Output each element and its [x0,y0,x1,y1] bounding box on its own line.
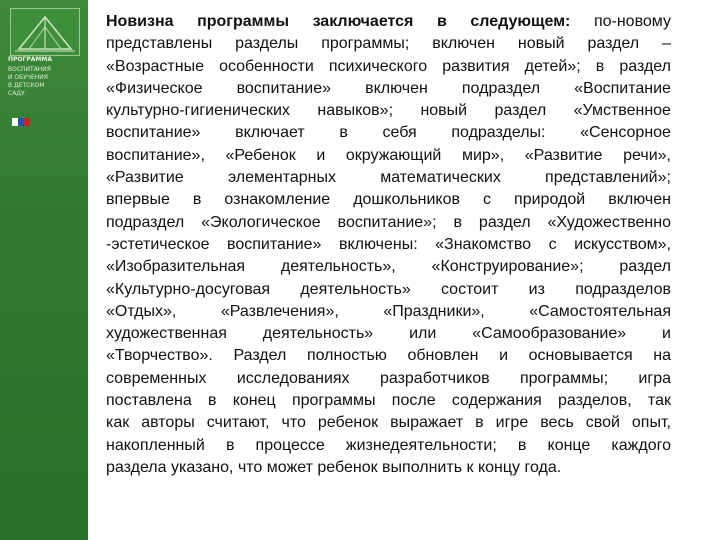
cover-caption-line: И ОБУЧЕНИЯ [8,74,48,81]
cover-caption [8,56,82,98]
word: включен [608,191,671,209]
word: года. [524,458,562,476]
word: разделов, [558,392,632,410]
word: новый [420,102,468,120]
word: представлений»; [545,169,671,187]
text-line [106,11,671,33]
text-line [106,256,671,278]
word: программы [197,13,289,30]
word: как [106,414,130,432]
text-line [106,122,671,144]
text-line [106,435,671,457]
word: что [281,414,306,432]
word: свой [585,414,620,432]
text-line [106,167,671,189]
text-line [106,234,671,256]
word: себя [382,124,417,142]
word: «Изобразительная [106,258,246,276]
cover-caption-line: САДУ [8,90,25,97]
word: считают, [206,414,270,432]
word: включен [432,35,495,53]
text-line [106,212,671,234]
word: в [207,392,217,410]
word: в [517,436,527,454]
word: жизнедеятельности; [345,436,497,454]
word: развития [442,57,510,75]
text-line [106,301,671,323]
word: дошкольников [353,191,461,209]
word: и [316,146,326,164]
word: раздел [619,57,671,75]
word: воспитание» [227,235,322,253]
word: подраздел [461,79,541,97]
word: с [483,191,492,209]
word: математических [380,169,501,187]
word: Новизна [106,13,174,30]
word: заключается [312,13,414,30]
word: может [266,458,313,476]
word: «Отдых», [106,302,177,320]
word: концу [477,458,521,476]
word: окружающий [345,146,442,164]
word: «Воспитание [574,79,671,97]
word: так [647,392,671,410]
word: раздел [587,35,640,53]
word: и [662,325,671,343]
word: деятельность» [262,325,374,343]
word: элементарных [227,169,336,187]
word: в [436,13,447,30]
word: что [237,458,263,476]
word: в [595,57,605,75]
word: к [466,458,474,476]
word: «Развитие [106,169,184,187]
word: на [653,347,671,365]
word: «Конструирование»; [431,258,584,276]
word: «Развлечения», [220,302,339,320]
word: исследованиях [236,369,350,387]
word: природой [514,191,586,209]
word: в [475,414,484,432]
word: художественная [106,325,227,343]
text-line [106,145,671,167]
word: подразделы: [451,124,546,142]
text-line [106,368,671,390]
program-novelty-text [106,11,671,479]
word: разработчиков [379,369,490,387]
cover-caption-line: В ДЕТСКОМ [8,82,45,89]
word: процессе [255,436,325,454]
word: конец [232,392,276,410]
word: мир», [461,146,505,164]
word: «Самостоятельная [529,302,671,320]
text-line [106,56,671,78]
word: впервые [106,191,170,209]
word: игра [638,369,671,387]
text-line [106,345,671,367]
word: раздел [494,102,547,120]
word: поставлена [106,392,192,410]
word: «Ребенок [225,146,296,164]
word: содержания [451,392,542,410]
word: после [391,392,436,410]
word: в [339,124,348,142]
word: выполнить [382,458,463,476]
word: новый [517,35,565,53]
word: следующем: [470,13,571,30]
text-line [106,323,671,345]
word: с [548,235,557,253]
text-line [106,189,671,211]
word: разделы [235,35,299,53]
text-line [106,390,671,412]
word: речи», [623,146,671,164]
word: воспитание», [106,146,205,164]
word: детей»; [524,57,581,75]
text-line [106,412,671,434]
word: включает [235,124,305,142]
word: конце [547,436,591,454]
word: накопленный [106,436,205,454]
word: подраздел [106,213,185,231]
text-line [106,33,671,55]
word: обновлен [407,347,479,365]
word: «Праздники», [383,302,485,320]
word: авторы [141,414,195,432]
cover-caption-line: ПРОГРАММА [8,56,52,63]
word: ребенок [317,458,378,476]
word: выражает [390,414,464,432]
word: весь [540,414,574,432]
text-line [106,457,671,479]
word: из [528,280,545,298]
word: воспитание»; [337,213,437,231]
word: – [662,35,671,53]
word: включены: [338,235,418,253]
word: «Культурно-досуговая [106,280,271,298]
word: «Сенсорное [580,124,671,142]
word: «Знакомство [435,235,532,253]
word: в [225,436,235,454]
word: -эстетическое [106,235,210,253]
word: состоит [441,280,499,298]
word: «Развитие [524,146,603,164]
word: психического [328,57,428,75]
word: раздел [478,213,531,231]
word: каждого [611,436,671,454]
word: программы; [321,35,410,53]
word: «Творчество». [106,347,213,365]
word: воспитание» [236,79,331,97]
word: раздел [619,258,671,276]
word: «Самообразование» [472,325,627,343]
word: ребенок [317,414,379,432]
word: «Умственное [573,102,671,120]
word: игре [495,414,529,432]
word: или [409,325,437,343]
word: воспитание» [106,124,201,142]
word: искусством», [574,235,671,253]
cover-illustration [10,8,80,56]
word: «Экологическое [201,213,321,231]
word: «Художественно [547,213,671,231]
word: «Физическое [106,79,203,97]
text-line [106,78,671,100]
word: включен [365,79,428,97]
word: в [192,191,202,209]
word: по-новому [593,13,671,30]
cover-caption-line: ВОСПИТАНИЯ [8,66,51,73]
word: культурно-гигиенических [106,102,290,120]
word: «Возрастные [106,57,204,75]
book-cover [0,0,88,540]
text-line [106,279,671,301]
word: деятельность» [300,280,411,298]
word: современных [106,369,207,387]
word: основывается [528,347,633,365]
word: программы; [519,369,609,387]
word: и [499,347,509,365]
word: особенности [219,57,314,75]
word: Раздел [233,347,287,365]
word: опыт, [631,414,671,432]
word: в [453,213,462,231]
word: представлены [106,35,213,53]
word: подразделов [575,280,671,298]
word: полностью [306,347,387,365]
word: навыков»; [317,102,394,120]
word: ознакомление [224,191,331,209]
word: деятельность», [280,258,396,276]
word: раздела [106,458,167,476]
word: указано, [171,458,234,476]
word: программы [291,392,376,410]
text-line [106,100,671,122]
flag-icon [12,118,30,126]
